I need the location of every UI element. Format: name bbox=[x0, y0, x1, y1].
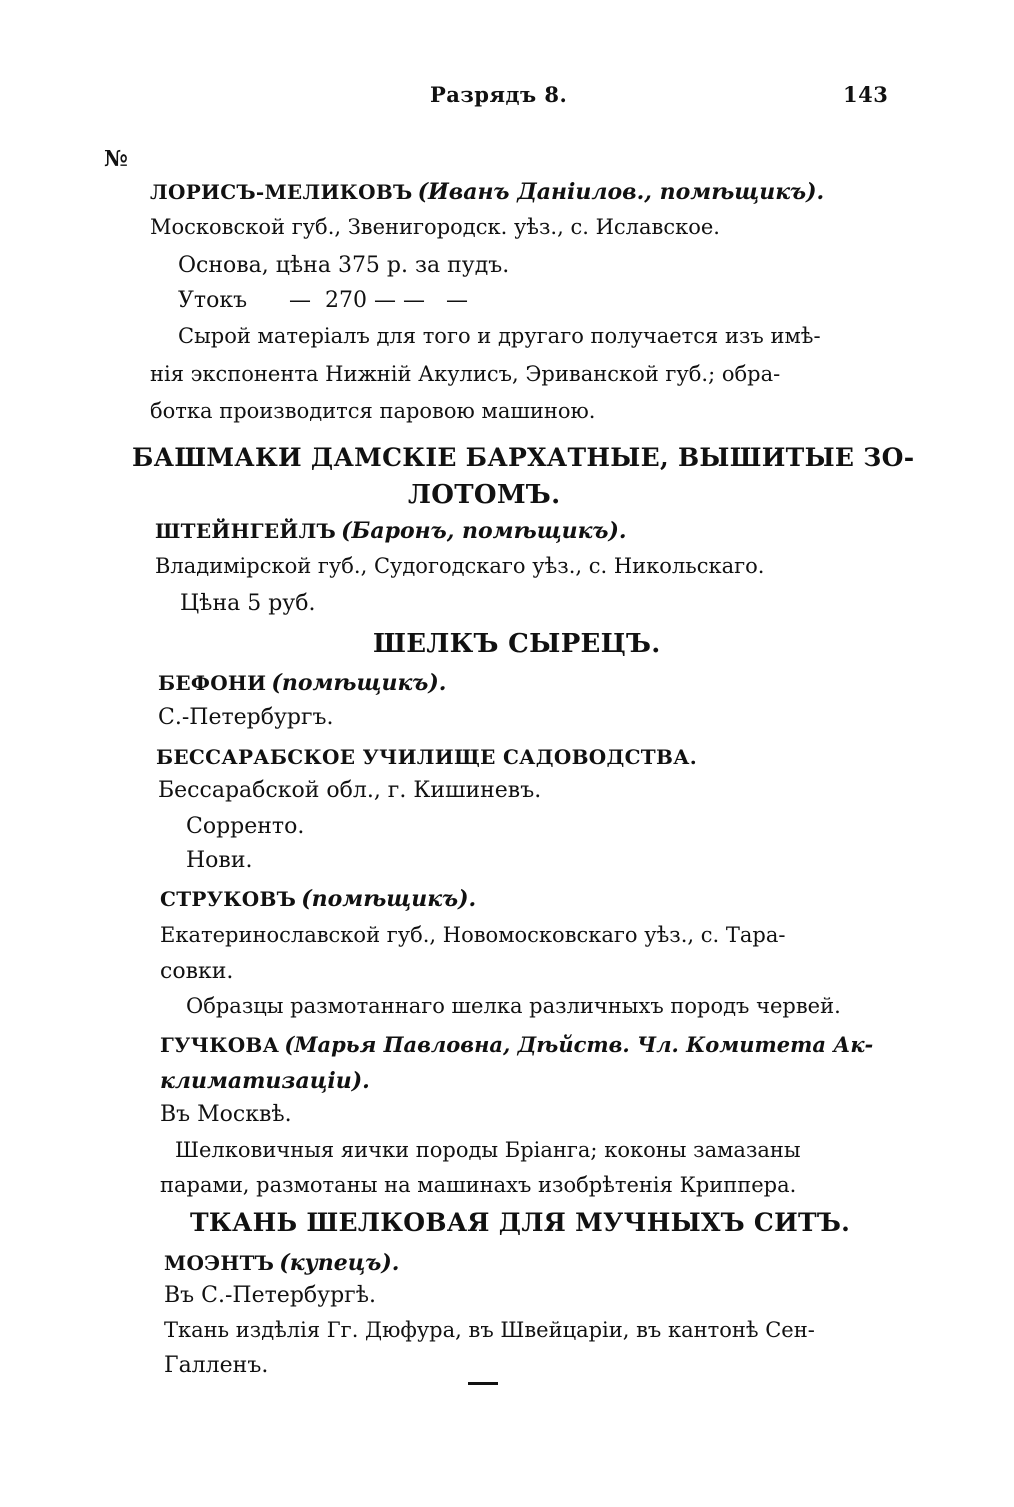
text-line: Нови. bbox=[186, 848, 253, 873]
exhibitor-name: ГУЧКОВА bbox=[160, 1033, 280, 1057]
exhibitor-desc: (Марья Павловна, Дѣйств. Чл. Комитета Ак- bbox=[284, 1032, 874, 1057]
text-line: Екатеринославской губ., Новомосковскаго уѣз., с. Тара- bbox=[160, 923, 786, 947]
text-line: Бессарабской обл., г. Кишиневъ. bbox=[158, 778, 542, 803]
text-line: Цѣна 5 руб. bbox=[180, 591, 316, 616]
exhibitor-name: ШТЕЙНГЕЙЛЪ bbox=[155, 519, 337, 543]
text-line: Сырой матеріалъ для того и другаго получается изъ имѣ- bbox=[178, 324, 821, 348]
number-mark: № bbox=[104, 146, 128, 172]
text-line: совки. bbox=[160, 959, 234, 984]
text-line: Ткань издѣлія Гг. Дюфура, въ Швейцаріи, въ кантонѣ Сен- bbox=[164, 1318, 815, 1342]
exhibitor-desc: (помѣщикъ). bbox=[271, 670, 447, 696]
exhibitor-entry bbox=[155, 520, 627, 542]
text-line: Галленъ. bbox=[164, 1353, 269, 1378]
running-header: Разрядъ 8. bbox=[430, 82, 568, 107]
text-line: Основа, цѣна 375 р. за пудъ. bbox=[178, 253, 510, 278]
text-line: Московской губ., Звенигородск. уѣз., с. Иславское. bbox=[150, 215, 720, 239]
page-number: 143 bbox=[843, 82, 889, 107]
exhibitor-name: СТРУКОВЪ bbox=[160, 887, 297, 911]
text-line: климатизаціи). bbox=[160, 1068, 370, 1094]
end-rule bbox=[468, 1382, 498, 1385]
text-line: Утокъ — 270 — — — bbox=[178, 288, 468, 313]
exhibitor-desc: (Иванъ Даніилов., помѣщикъ). bbox=[417, 179, 825, 205]
section-heading: ТКАНЬ ШЕЛКОВАЯ ДЛЯ МУЧНЫХЪ СИТЪ. bbox=[190, 1208, 851, 1237]
text-line: Образцы размотаннаго шелка различныхъ породъ червей. bbox=[186, 994, 841, 1018]
exhibitor-name: МОЭНТЪ bbox=[164, 1251, 275, 1275]
exhibitor-desc: (Баронъ, помѣщикъ). bbox=[341, 518, 627, 544]
text-line: Въ С.-Петербургѣ. bbox=[164, 1283, 376, 1308]
section-heading: ШЕЛКЪ СЫРЕЦЪ. bbox=[373, 629, 661, 659]
text-line: Шелковичныя яички породы Бріанга; коконы замазаны bbox=[175, 1138, 801, 1162]
exhibitor-entry bbox=[160, 1034, 873, 1055]
exhibitor-entry bbox=[160, 888, 476, 910]
section-heading: БАШМАКИ ДАМСКІЕ БАРХАТНЫЕ, ВЫШИТЫЕ ЗО- bbox=[132, 443, 915, 472]
text-line: Сорренто. bbox=[186, 814, 305, 839]
exhibitor-entry bbox=[158, 672, 446, 694]
text-line: С.-Петербургъ. bbox=[158, 705, 334, 730]
exhibitor-name: ЛОРИСЪ-МЕЛИКОВЪ bbox=[150, 180, 413, 204]
text-line: Владимірской губ., Судогодскаго уѣз., с. Никольскаго. bbox=[155, 554, 765, 578]
text-line: парами, размотаны на машинахъ изобрѣтенія Криппера. bbox=[160, 1173, 797, 1197]
exhibitor-name: БЕССАРАБСКОЕ УЧИЛИЩЕ САДОВОДСТВА. bbox=[156, 745, 698, 769]
text-line: Въ Москвѣ. bbox=[160, 1102, 292, 1127]
text-line: ботка производится паровою машиною. bbox=[150, 399, 596, 423]
exhibitor-desc: (купецъ). bbox=[279, 1250, 400, 1276]
exhibitor-name: БЕФОНИ bbox=[158, 671, 267, 695]
text-line: нія экспонента Нижній Акулисъ, Эриванской губ.; обра- bbox=[150, 362, 781, 386]
exhibitor-entry bbox=[164, 1252, 399, 1274]
section-heading-cont: ЛОТОМЪ. bbox=[408, 480, 561, 510]
exhibitor-entry bbox=[150, 181, 824, 203]
exhibitor-desc: (помѣщикъ). bbox=[301, 886, 477, 912]
